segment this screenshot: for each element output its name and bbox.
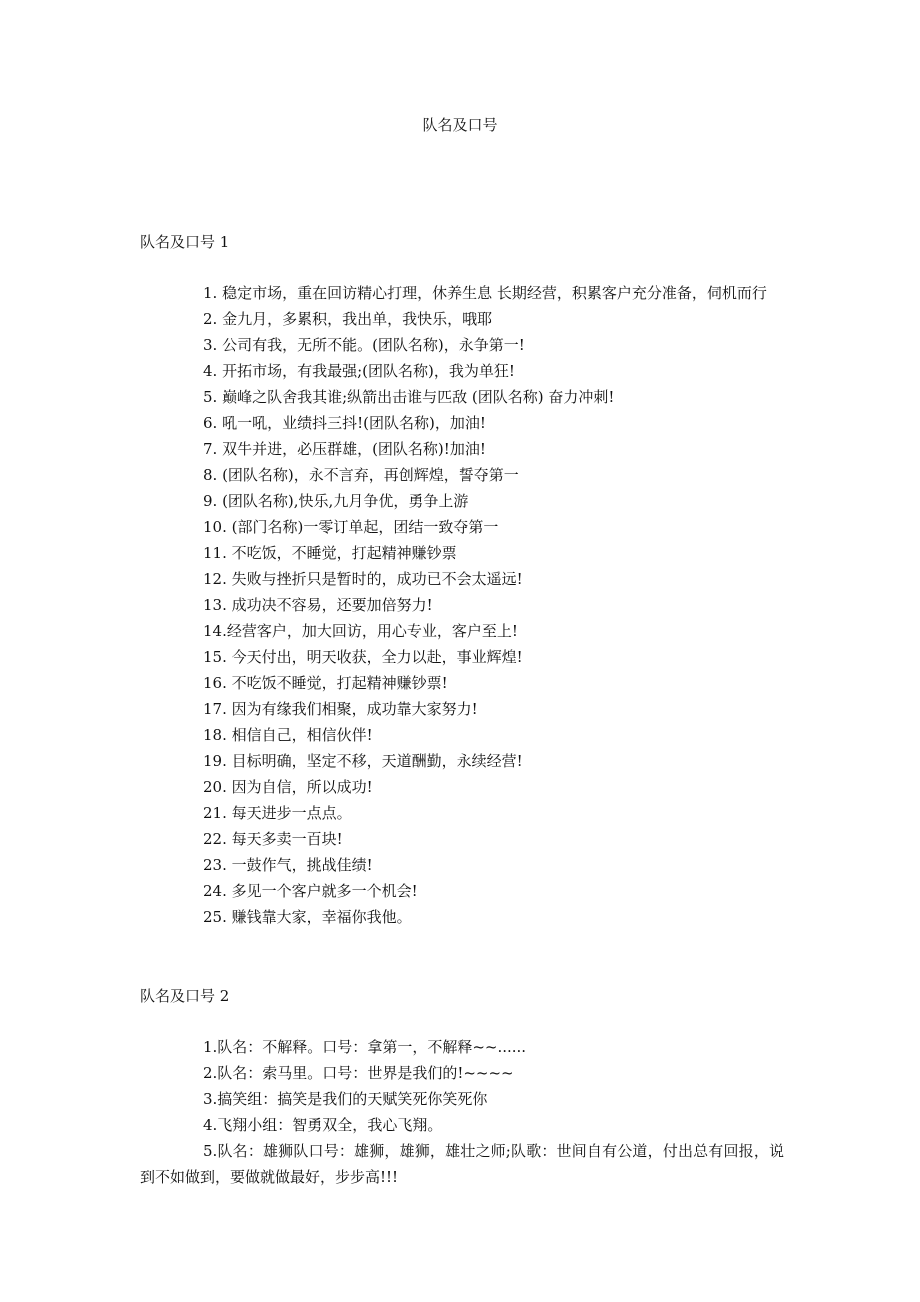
list-item: 6. 吼一吼，业绩抖三抖!(团队名称)，加油! — [203, 414, 486, 432]
list-item: 10. (部门名称)一零订单起，团结一致夺第一 — [203, 518, 499, 536]
list-item: 20. 因为自信，所以成功! — [203, 778, 373, 796]
list-item: 18. 相信自己，相信伙伴! — [203, 726, 373, 744]
list-item: 21. 每天进步一点点。 — [203, 804, 352, 822]
list-item: 19. 目标明确，坚定不移，天道酬勤，永续经营! — [203, 752, 523, 770]
list-item: 3.搞笑组：搞笑是我们的天赋笑死你笑死你 — [203, 1090, 488, 1108]
section-heading-2: 队名及口号 2 — [140, 987, 230, 1005]
list-item: 8. (团队名称)，永不言弃，再创辉煌，誓夺第一 — [203, 466, 519, 484]
list-item: 12. 失败与挫折只是暂时的，成功已不会太遥远! — [203, 570, 523, 588]
section-heading-1: 队名及口号 1 — [140, 233, 230, 251]
list-item: 4.飞翔小组：智勇双全，我心飞翔。 — [203, 1116, 443, 1134]
list-item: 7. 双牛并进，必压群雄，(团队名称)!加油! — [203, 440, 486, 458]
list-item: 13. 成功决不容易，还要加倍努力! — [203, 596, 433, 614]
list-item: 2.队名：索马里。口号：世界是我们的!~~~~ — [203, 1064, 514, 1082]
list-item: 24. 多见一个客户就多一个机会! — [203, 882, 418, 900]
list-item: 15. 今天付出，明天收获，全力以赴，事业辉煌! — [203, 648, 523, 666]
list-item: 11. 不吃饭，不睡觉，打起精神赚钞票 — [203, 544, 457, 562]
list-item: 1. 稳定市场，重在回访精心打理，休养生息 长期经营，积累客户充分准备，伺机而行 — [203, 284, 767, 302]
list-item: 9. (团队名称),快乐,九月争优，勇争上游 — [203, 492, 469, 510]
list-item: 14.经营客户，加大回访，用心专业，客户至上! — [203, 622, 518, 640]
list-item: 17. 因为有缘我们相聚，成功靠大家努力! — [203, 700, 478, 718]
list-item: 5. 巅峰之队舍我其谁;纵箭出击谁与匹敌 (团队名称) 奋力冲刺! — [203, 388, 615, 406]
slogan-list-2 — [140, 1034, 784, 1190]
slogan-list-1 — [140, 280, 784, 930]
list-item: 4. 开拓市场，有我最强;(团队名称)，我为单狂! — [203, 362, 515, 380]
list-item: 2. 金九月，多累积，我出单，我快乐，哦耶 — [203, 310, 493, 328]
document-title: 队名及口号 — [422, 116, 498, 134]
list-item: 5.队名：雄狮队口号：雄狮，雄狮，雄壮之师;队歌：世间自有公道，付出总有回报，说到不如做到，要做就做最好，步步高!!! — [140, 1142, 784, 1186]
list-item: 16. 不吃饭不睡觉，打起精神赚钞票! — [203, 674, 448, 692]
list-item: 22. 每天多卖一百块! — [203, 830, 343, 848]
list-item: 1.队名：不解释。口号：拿第一，不解释~~...... — [203, 1038, 527, 1056]
list-item: 23. 一鼓作气，挑战佳绩! — [203, 856, 373, 874]
list-item: 3. 公司有我，无所不能。(团队名称)，永争第一! — [203, 336, 525, 354]
list-item: 25. 赚钱靠大家，幸福你我他。 — [203, 908, 412, 926]
